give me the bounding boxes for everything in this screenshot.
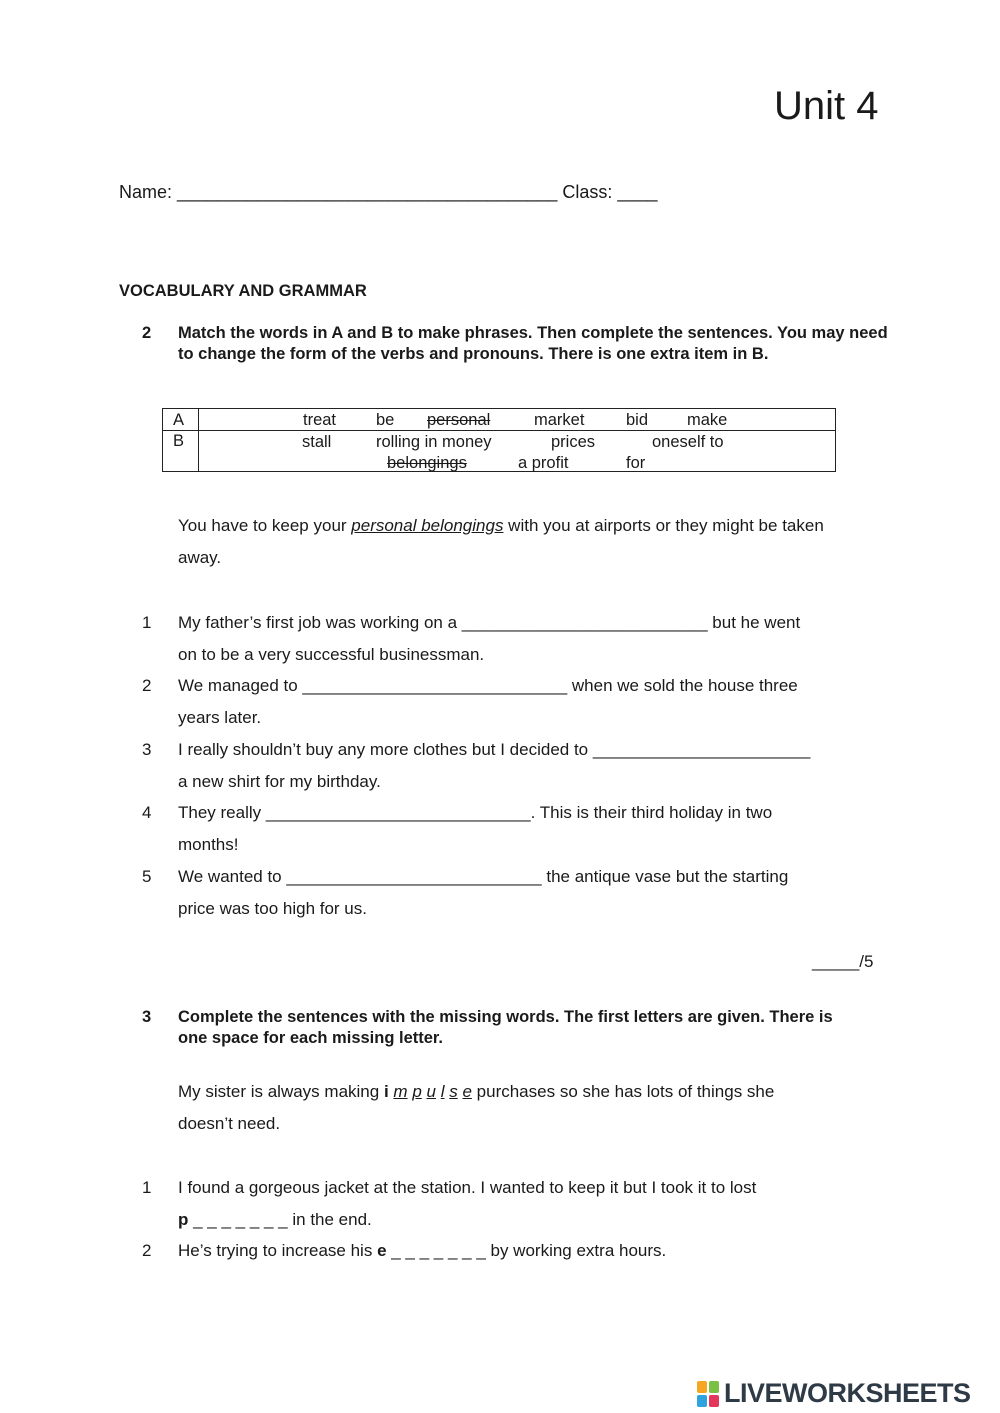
word-a-treat: treat [303, 411, 337, 429]
item-sentence-end: in the end. [292, 1210, 372, 1229]
example-text-before: My sister is always making [178, 1082, 384, 1101]
item-sentence-cont: years later. [178, 708, 262, 727]
score-box: _____/5 [812, 952, 874, 971]
row-b-label: B [173, 432, 185, 450]
exercise-3-example-line2: doesn’t need. [178, 1114, 281, 1133]
item-number: 5 [142, 867, 152, 886]
word-a-be: be [376, 411, 395, 429]
item-number: 3 [142, 740, 152, 759]
exercise-3-number: 3 [142, 1008, 152, 1026]
item-sentence: They really ____________________________. This is their third holiday in two [178, 803, 773, 822]
item-sentence-cont: a new shirt for my birthday. [178, 772, 381, 791]
word-a-bid: bid [626, 411, 649, 429]
exercise-2-example [178, 510, 824, 542]
row-a-label: A [173, 411, 185, 429]
example-text-before: You have to keep your [178, 516, 352, 535]
logo-text: LIVEWORKSHEETS [724, 1377, 971, 1408]
item-number: 1 [142, 1178, 152, 1197]
example-letter: u [426, 1082, 436, 1101]
example-letter: s [449, 1082, 458, 1101]
liveworksheets-logo [697, 1376, 971, 1410]
item-sentence: My father’s first job was working on a __________________________ but he went [178, 613, 801, 632]
section-title: VOCABULARY AND GRAMMAR [119, 282, 367, 300]
word-b-belongings: belongings [387, 454, 467, 472]
word-b-prices: prices [551, 433, 596, 451]
first-letter: p [178, 1210, 189, 1229]
item-sentence: I really shouldn’t buy any more clothes but I decided to _______________________ [178, 740, 811, 759]
letter-blanks: _ _ _ _ _ _ _ [188, 1210, 293, 1229]
word-b-a-profit: a profit [518, 454, 569, 472]
item-sentence-cont: on to be a very successful businessman. [178, 645, 485, 664]
item-sentence-start: He’s trying to increase his [178, 1241, 378, 1260]
exercise-2-number: 2 [142, 324, 152, 342]
example-text-after: with you at airports or they might be taken [503, 516, 824, 535]
item-number: 2 [142, 676, 152, 695]
example-text-after: purchases so she has lots of things she [471, 1082, 775, 1101]
name-class-line: Name: ______________________________________ Class: ____ [119, 182, 658, 202]
item-sentence-end: by working extra hours. [490, 1241, 667, 1260]
example-letter: l [440, 1082, 445, 1101]
liveworksheets-icon [697, 1379, 721, 1407]
item-number: 1 [142, 613, 152, 632]
word-a-make: make [687, 411, 728, 429]
item-sentence-cont [178, 1204, 372, 1236]
item-sentence: We managed to ____________________________ when we sold the house three [178, 676, 798, 695]
exercise-2-example-line2: away. [178, 548, 222, 567]
word-b-oneself-to: oneself to [652, 433, 724, 451]
table-row-divider [163, 430, 835, 431]
word-a-personal: personal [427, 411, 491, 429]
exercise-2-instruction: Match the words in A and B to make phrases. Then complete the sentences. You may need to change the form of the verbs and pronouns. There is one extra item in B. [178, 324, 888, 363]
example-letter: m [393, 1082, 408, 1101]
item-sentence [178, 1235, 666, 1267]
item-sentence: I found a gorgeous jacket at the station. I wanted to keep it but I took it to lost [178, 1178, 757, 1197]
example-letter: p [412, 1082, 422, 1101]
word-b-stall: stall [302, 433, 332, 451]
item-number: 4 [142, 803, 152, 822]
word-table [162, 408, 836, 472]
word-a-market: market [534, 411, 585, 429]
exercise-3-example [178, 1076, 774, 1108]
table-column-divider [198, 409, 199, 471]
example-first-letter: i [383, 1082, 389, 1101]
letter-blanks: _ _ _ _ _ _ _ [386, 1241, 491, 1260]
example-answer: personal belongings [351, 516, 504, 535]
item-sentence-cont: price was too high for us. [178, 899, 367, 918]
word-b-rolling-in-money: rolling in money [376, 433, 492, 451]
first-letter: e [377, 1241, 387, 1260]
unit-title: Unit 4 [774, 84, 879, 128]
item-sentence-cont: months! [178, 835, 239, 854]
item-number: 2 [142, 1241, 152, 1260]
word-b-for: for [626, 454, 646, 472]
example-letter: e [462, 1082, 472, 1101]
exercise-3-instruction: Complete the sentences with the missing words. The first letters are given. There is one space for each missing letter. [178, 1008, 833, 1047]
item-sentence: We wanted to ___________________________ the antique vase but the starting [178, 867, 789, 886]
